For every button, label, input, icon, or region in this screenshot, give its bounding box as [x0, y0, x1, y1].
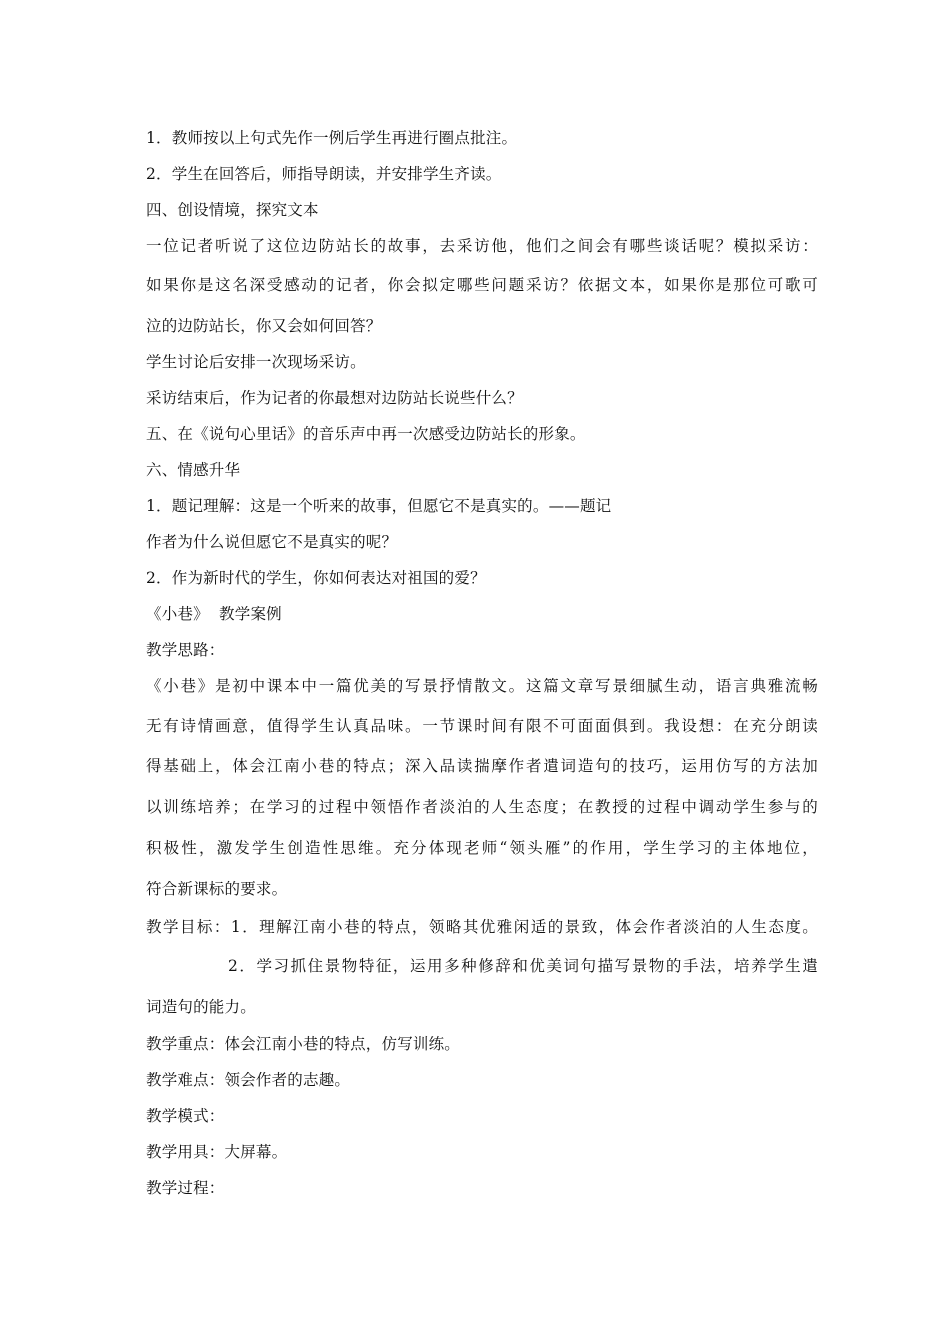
text-line: 教学模式：	[146, 1107, 225, 1125]
text-line: 教学用具：大屏幕。	[146, 1143, 288, 1161]
text-line: 以训练培养；在学习的过程中领悟作者淡泊的人生态度；在教授的过程中调动学生参与的	[146, 798, 818, 816]
text-line: 教学目标：1．理解江南小巷的特点，领略其优雅闲适的景致，体会作者淡泊的人生态度。	[146, 918, 818, 936]
text-line: 采访结束后，作为记者的你最想对边防站长说些什么？	[146, 389, 523, 407]
text-line: 教学重点：体会江南小巷的特点，仿写训练。	[146, 1035, 461, 1053]
text-line: 2．学习抓住景物特征，运用多种修辞和优美词句描写景物的手法，培养学生遣	[228, 957, 818, 975]
text-line: 得基础上，体会江南小巷的特点；深入品读揣摩作者遣词造句的技巧，运用仿写的方法加	[146, 757, 818, 775]
section-heading: 六、情感升华	[146, 461, 241, 479]
text-line: 作者为什么说但愿它不是真实的呢？	[146, 533, 398, 551]
text-line: 符合新课标的要求。	[146, 880, 288, 898]
text-line: 2．作为新时代的学生，你如何表达对祖国的爱？	[146, 569, 486, 587]
text-line: 一位记者听说了这位边防站长的故事，去采访他，他们之间会有哪些谈话呢？模拟采访：	[146, 237, 818, 255]
text-line: 泣的边防站长，你又会如何回答？	[146, 317, 382, 335]
text-line: 教学难点：领会作者的志趣。	[146, 1071, 351, 1089]
text-line: 词造句的能力。	[146, 998, 256, 1016]
section-heading: 四、创设情境，探究文本	[146, 201, 319, 219]
text-line: 1．教师按以上句式先作一例后学生再进行圈点批注。	[146, 129, 518, 147]
text-line: 积极性，激发学生创造性思维。充分体现老师“领头雁”的作用，学生学习的主体地位，	[146, 839, 818, 857]
text-line: 教学思路：	[146, 641, 225, 659]
case-title: 《小巷》 教学案例	[146, 605, 282, 623]
text-line: 1．题记理解：这是一个听来的故事，但愿它不是真实的。——题记	[146, 497, 612, 515]
text-line: 教学过程：	[146, 1179, 225, 1197]
text-line: 如果你是这名深受感动的记者，你会拟定哪些问题采访？依据文本，如果你是那位可歌可	[146, 276, 818, 294]
text-line: 学生讨论后安排一次现场采访。	[146, 353, 366, 371]
text-line: 2．学生在回答后，师指导朗读，并安排学生齐读。	[146, 165, 502, 183]
text-line: 无有诗情画意，值得学生认真品味。一节课时间有限不可面面俱到。我设想：在充分朗读	[146, 717, 818, 735]
section-heading: 五、在《说句心里话》的音乐声中再一次感受边防站长的形象。	[146, 425, 586, 443]
text-line: 《小巷》是初中课本中一篇优美的写景抒情散文。这篇文章写景细腻生动，语言典雅流畅	[146, 677, 818, 695]
